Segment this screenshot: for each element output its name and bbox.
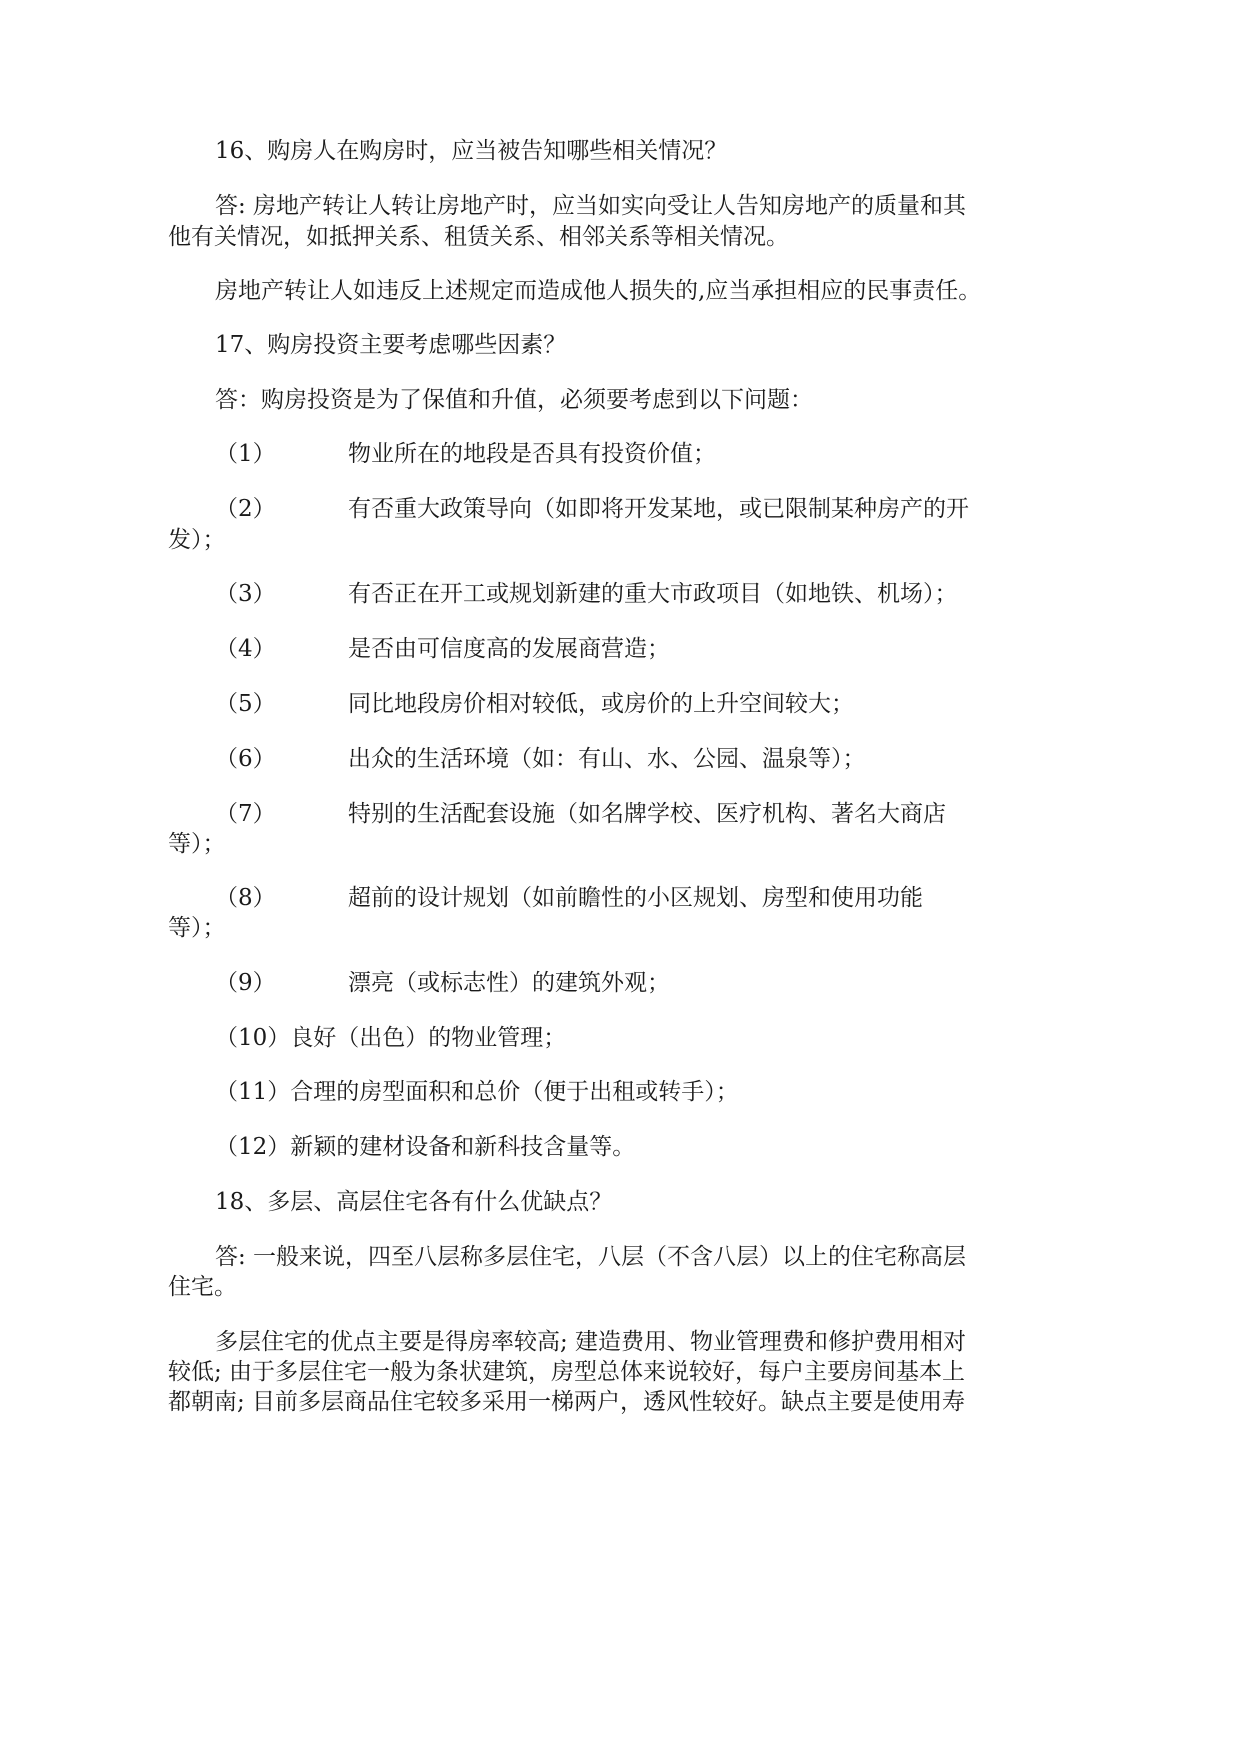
list-item-number: （2） bbox=[215, 496, 276, 522]
list-item-number: （3） bbox=[215, 581, 276, 607]
list-item-text: 物业所在的地段是否具有投资价值； bbox=[348, 441, 716, 467]
answer-16-paragraph-2: 房地产转让人如违反上述规定而造成他人损失的,应当承担相应的民事责任。 bbox=[215, 278, 982, 304]
answer-18-line-1: 答: 一般来说，四至八层称多层住宅，八层（不含八层）以上的住宅称高层 bbox=[215, 1244, 967, 1270]
list-item-number: （9） bbox=[215, 970, 276, 996]
answer-16-line-1: 答: 房地产转让人转让房地产时，应当如实向受让人告知房地产的质量和其 bbox=[215, 193, 967, 219]
list-item-number: （6） bbox=[215, 746, 276, 772]
answer-18-line-2: 住宅。 bbox=[168, 1274, 237, 1300]
question-17: 17、购房投资主要考虑哪些因素？ bbox=[215, 332, 567, 358]
list-item-text: 同比地段房价相对较低，或房价的上升空间较大； bbox=[348, 691, 854, 717]
answer-18-paragraph-2-line-3: 都朝南; 目前多层商品住宅较多采用一梯两户，透风性较好。缺点主要是使用寿 bbox=[168, 1389, 966, 1415]
list-item-text: 漂亮（或标志性）的建筑外观； bbox=[348, 970, 670, 996]
list-item-continuation: 发）； bbox=[168, 527, 226, 553]
answer-18-paragraph-2-line-1: 多层住宅的优点主要是得房率较高; 建造费用、物业管理费和修护费用相对 bbox=[215, 1329, 967, 1355]
list-item-number: （4） bbox=[215, 636, 276, 662]
answer-18-paragraph-2-line-2: 较低; 由于多层住宅一般为条状建筑，房型总体来说较好，每户主要房间基本上 bbox=[168, 1359, 966, 1385]
list-item-number: （5） bbox=[215, 691, 276, 717]
list-item-text: 出众的生活环境（如：有山、水、公园、温泉等）； bbox=[348, 746, 866, 772]
list-item-inline: （12）新颖的建材设备和新科技含量等。 bbox=[215, 1134, 636, 1160]
answer-17-intro: 答：购房投资是为了保值和升值，必须要考虑到以下问题： bbox=[215, 387, 813, 413]
question-18: 18、多层、高层住宅各有什么优缺点？ bbox=[215, 1189, 613, 1215]
answer-16-line-2: 他有关情况，如抵押关系、租赁关系、相邻关系等相关情况。 bbox=[168, 224, 789, 250]
list-item-text: 有否正在开工或规划新建的重大市政项目（如地铁、机场）； bbox=[348, 581, 958, 607]
question-16: 16、购房人在购房时，应当被告知哪些相关情况？ bbox=[215, 138, 728, 164]
list-item-continuation: 等）； bbox=[168, 915, 226, 941]
list-item-number: （7） bbox=[215, 801, 276, 827]
list-item-text: 超前的设计规划（如前瞻性的小区规划、房型和使用功能 bbox=[348, 885, 923, 911]
list-item-number: （1） bbox=[215, 441, 276, 467]
list-item-text: 是否由可信度高的发展商营造； bbox=[348, 636, 670, 662]
list-item-inline: （11）合理的房型面积和总价（便于出租或转手）； bbox=[215, 1079, 739, 1105]
list-item-number: （8） bbox=[215, 885, 276, 911]
list-item-text: 有否重大政策导向（如即将开发某地，或已限制某种房产的开 bbox=[348, 496, 969, 522]
list-item-text: 特别的生活配套设施（如名牌学校、医疗机构、著名大商店 bbox=[348, 801, 946, 827]
list-item-inline: （10）良好（出色）的物业管理； bbox=[215, 1025, 567, 1051]
list-item-continuation: 等）； bbox=[168, 831, 226, 857]
